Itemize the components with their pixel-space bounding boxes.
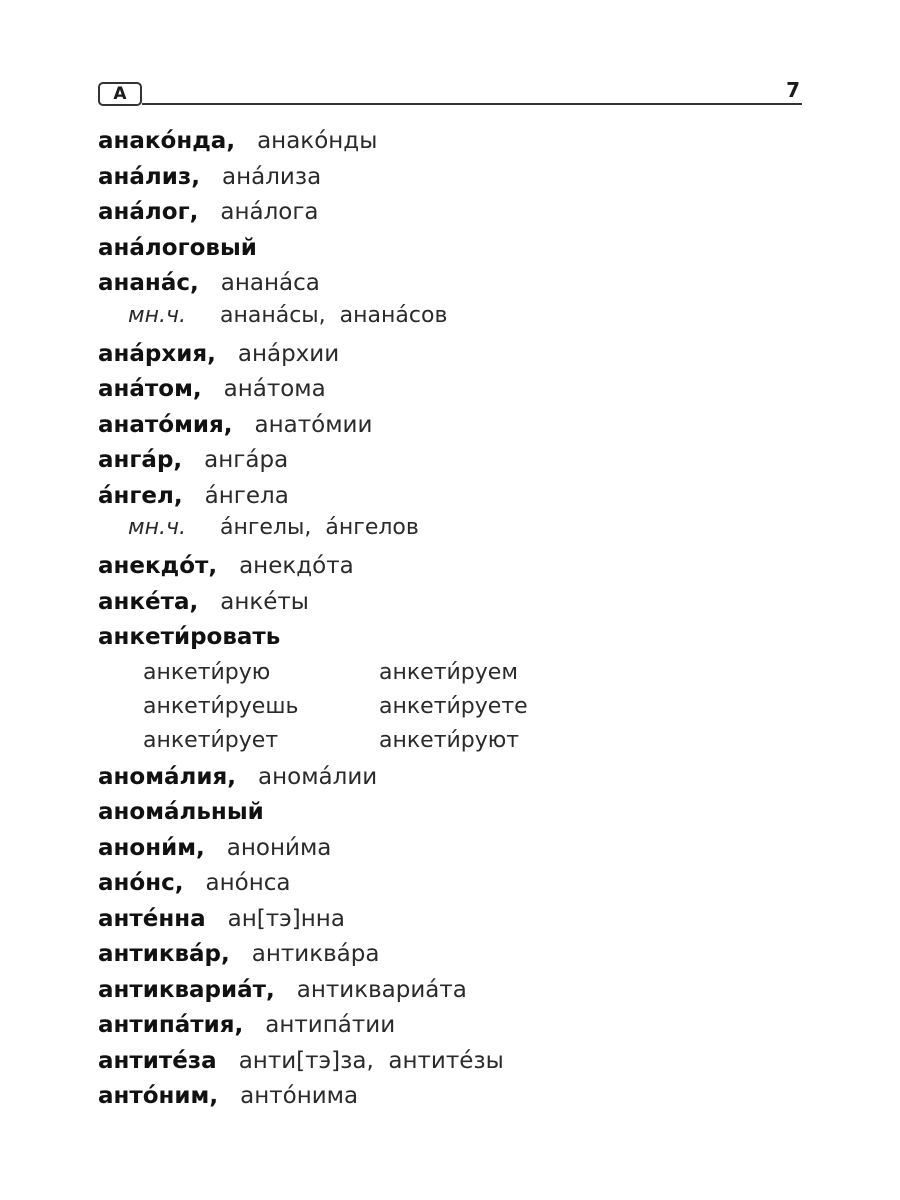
headword: анкети́ровать — [98, 624, 281, 650]
headword: антиква́р, — [98, 941, 230, 967]
headword: ана́лиз, — [98, 163, 200, 190]
word-form: ана́тома — [223, 376, 326, 402]
headword: антиквариа́т, — [98, 976, 275, 1003]
dictionary-entry — [98, 160, 802, 196]
dictionary-entry — [98, 443, 802, 479]
plural-forms — [98, 299, 802, 332]
word-form: анти[тэ]за, антите́зы — [238, 1047, 504, 1074]
word-form: ан[тэ]нна — [227, 905, 345, 932]
verb-form: анкети́руете — [379, 693, 528, 719]
dictionary-entry — [98, 1044, 802, 1080]
conjugation-table — [98, 656, 802, 758]
word-form: анана́са — [220, 270, 320, 296]
dictionary-entry — [98, 795, 802, 831]
plural-form: а́нгелы, — [220, 515, 312, 540]
headword: антипа́тия, — [98, 1012, 244, 1038]
word-form: анга́ра — [204, 447, 289, 473]
header-rule — [142, 103, 802, 105]
word-form: анекдо́та — [239, 553, 354, 579]
plural-form: анана́сов — [339, 302, 448, 328]
dictionary-entry — [98, 408, 802, 444]
dictionary-entry — [98, 195, 802, 231]
word-form: анони́ма — [226, 834, 332, 861]
word-form: антиквариа́та — [296, 976, 467, 1003]
dictionary-entry — [98, 266, 802, 302]
headword: ана́рхия, — [98, 340, 216, 367]
headword: анома́льный — [98, 799, 264, 825]
word-form: анако́нды — [257, 128, 378, 154]
dictionary-entry — [98, 620, 802, 656]
dictionary-entries — [98, 124, 802, 1115]
plural-form: анана́сы, — [220, 302, 326, 328]
dictionary-entry — [98, 479, 802, 515]
headword: ана́том, — [98, 376, 202, 402]
page-number: 7 — [786, 78, 800, 102]
word-form: ана́рхии — [237, 340, 340, 367]
headword: анато́мия, — [98, 411, 233, 438]
word-form: ана́лога — [220, 199, 319, 225]
word-form: анома́лии — [258, 763, 378, 790]
headword: анто́ним, — [98, 1083, 219, 1109]
headword: анекдо́т, — [98, 553, 218, 579]
dictionary-entry — [98, 231, 802, 267]
dictionary-entry — [98, 549, 802, 585]
dictionary-entry — [98, 1079, 802, 1115]
headword: анана́с, — [98, 270, 199, 296]
dictionary-entry — [98, 372, 802, 408]
word-form: антиква́ра — [251, 941, 380, 967]
page-header — [98, 78, 802, 108]
dictionary-entry — [98, 973, 802, 1009]
headword: анома́лия, — [98, 763, 236, 790]
verb-form: анкети́руют — [379, 727, 520, 753]
headword: анони́м, — [98, 834, 205, 861]
section-letter-box: А — [98, 82, 142, 106]
word-form: анке́ты — [220, 588, 309, 615]
headword: анга́р, — [98, 447, 183, 473]
headword: а́нгел, — [98, 482, 183, 509]
word-form: ана́лиза — [222, 163, 322, 190]
dictionary-entry — [98, 124, 802, 160]
headword: ано́нс, — [98, 870, 184, 896]
headword: анако́нда, — [98, 128, 236, 154]
headword: ана́лог, — [98, 199, 199, 225]
headword: анке́та, — [98, 588, 199, 615]
dictionary-entry — [98, 831, 802, 867]
plural-forms — [98, 511, 802, 544]
dictionary-entry — [98, 1008, 802, 1044]
headword: антите́за — [98, 1047, 217, 1074]
plural-label: мн.ч. — [128, 302, 186, 328]
verb-form: анкети́рую — [143, 659, 271, 685]
dictionary-entry — [98, 937, 802, 973]
word-form: ано́нса — [205, 870, 291, 896]
dictionary-entry — [98, 585, 802, 621]
word-form: анато́мии — [254, 411, 373, 438]
dictionary-entry — [98, 337, 802, 373]
dictionary-entry — [98, 866, 802, 902]
headword: анте́нна — [98, 905, 206, 932]
dictionary-entry — [98, 902, 802, 938]
verb-form: анкети́рует — [143, 727, 279, 753]
verb-form: анкети́руешь — [143, 693, 299, 719]
word-form: а́нгела — [204, 482, 289, 509]
headword: ана́логовый — [98, 234, 257, 261]
word-form: анто́нима — [240, 1083, 359, 1109]
verb-form: анкети́руем — [379, 659, 518, 685]
word-form: антипа́тии — [265, 1012, 396, 1038]
dictionary-entry — [98, 760, 802, 796]
plural-form: а́нгелов — [325, 515, 419, 540]
plural-label: мн.ч. — [128, 515, 186, 540]
